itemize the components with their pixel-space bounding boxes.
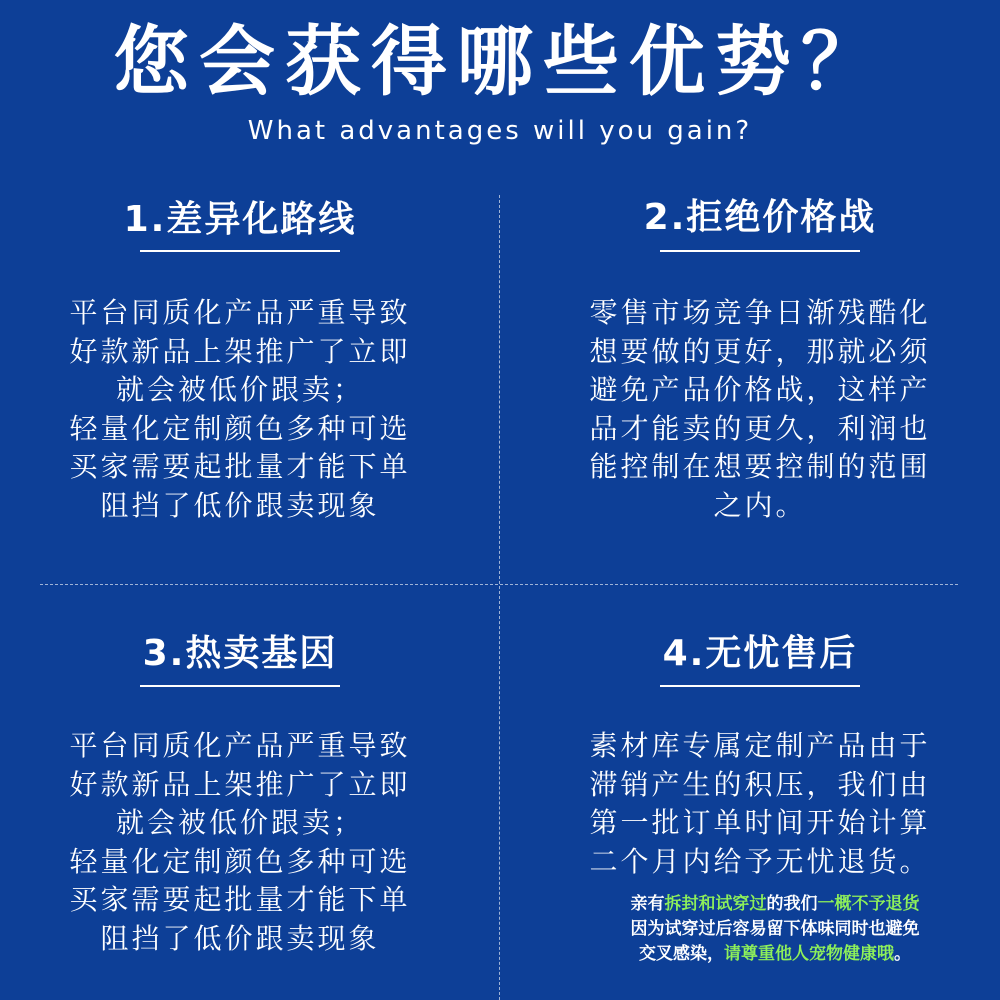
return-policy-note (560, 892, 990, 967)
section-body (560, 294, 960, 525)
note-line (560, 892, 990, 917)
section-body (40, 294, 440, 525)
body-line: 避免产品价格战，这样产 (589, 373, 931, 406)
body-line: 轻量化定制颜色多种可选 (69, 844, 411, 878)
note-highlight: 请尊重他人宠物健康哦 (724, 944, 894, 964)
body-line: 品才能卖的更久，利润也 (589, 411, 931, 445)
body-line: 买家需要起批量才能下单 (69, 883, 411, 916)
section-title-underline (660, 250, 860, 252)
page-subtitle: What advantages will you gain? (247, 116, 753, 146)
body-line: 阻挡了低价跟卖现象 (100, 488, 380, 522)
note-highlight: 拆封和试穿过 (664, 894, 767, 914)
body-line: 轻量化定制颜色多种可选 (69, 411, 411, 445)
horizontal-divider (40, 584, 958, 585)
section-title: 1.差异化路线 (123, 199, 357, 240)
body-line: 就会被低价跟卖； (115, 373, 364, 406)
body-line: 能控制在想要控制的范围 (589, 450, 931, 483)
section-title: 2.拒绝价格战 (643, 197, 877, 238)
body-line: 好款新品上架推广了立即 (69, 334, 411, 368)
body-line: 好款新品上架推广了立即 (69, 767, 411, 801)
body-line: 二个月内给予无忧退货。 (589, 844, 931, 878)
body-line: 平台同质化产品严重导致 (69, 296, 411, 329)
section-title-underline (140, 685, 340, 687)
note-line: 因为试穿过后容易留下体味同时也避免 (630, 919, 920, 939)
note-text: 交叉感染， (639, 944, 724, 964)
page-title: 您会获得哪些优势？ (113, 17, 887, 106)
note-line (560, 942, 990, 967)
note-text: 亲有 (630, 894, 665, 914)
vertical-divider (499, 195, 500, 1000)
section-title: 3.热卖基因 (142, 633, 338, 674)
section-title-underline (660, 685, 860, 687)
section-body (40, 727, 440, 958)
note-text: 的我们 (766, 894, 818, 914)
body-line: 零售市场竞争日渐残酷化 (589, 296, 931, 329)
body-line: 之内。 (713, 488, 807, 522)
section-title: 4.无忧售后 (662, 633, 858, 674)
body-line: 想要做的更好，那就必须 (589, 334, 931, 368)
body-line: 就会被低价跟卖； (115, 806, 364, 839)
note-highlight: 一概不予退货 (817, 894, 920, 914)
body-line: 第一批订单时间开始计算 (589, 806, 931, 839)
body-line: 平台同质化产品严重导致 (69, 729, 411, 762)
body-line: 滞销产生的积压，我们由 (589, 767, 931, 801)
section-body (560, 727, 960, 881)
note-text: 。 (894, 944, 911, 964)
section-title-underline (140, 250, 340, 252)
body-line: 买家需要起批量才能下单 (69, 450, 411, 483)
body-line: 阻挡了低价跟卖现象 (100, 921, 380, 955)
body-line: 素材库专属定制产品由于 (589, 729, 931, 762)
